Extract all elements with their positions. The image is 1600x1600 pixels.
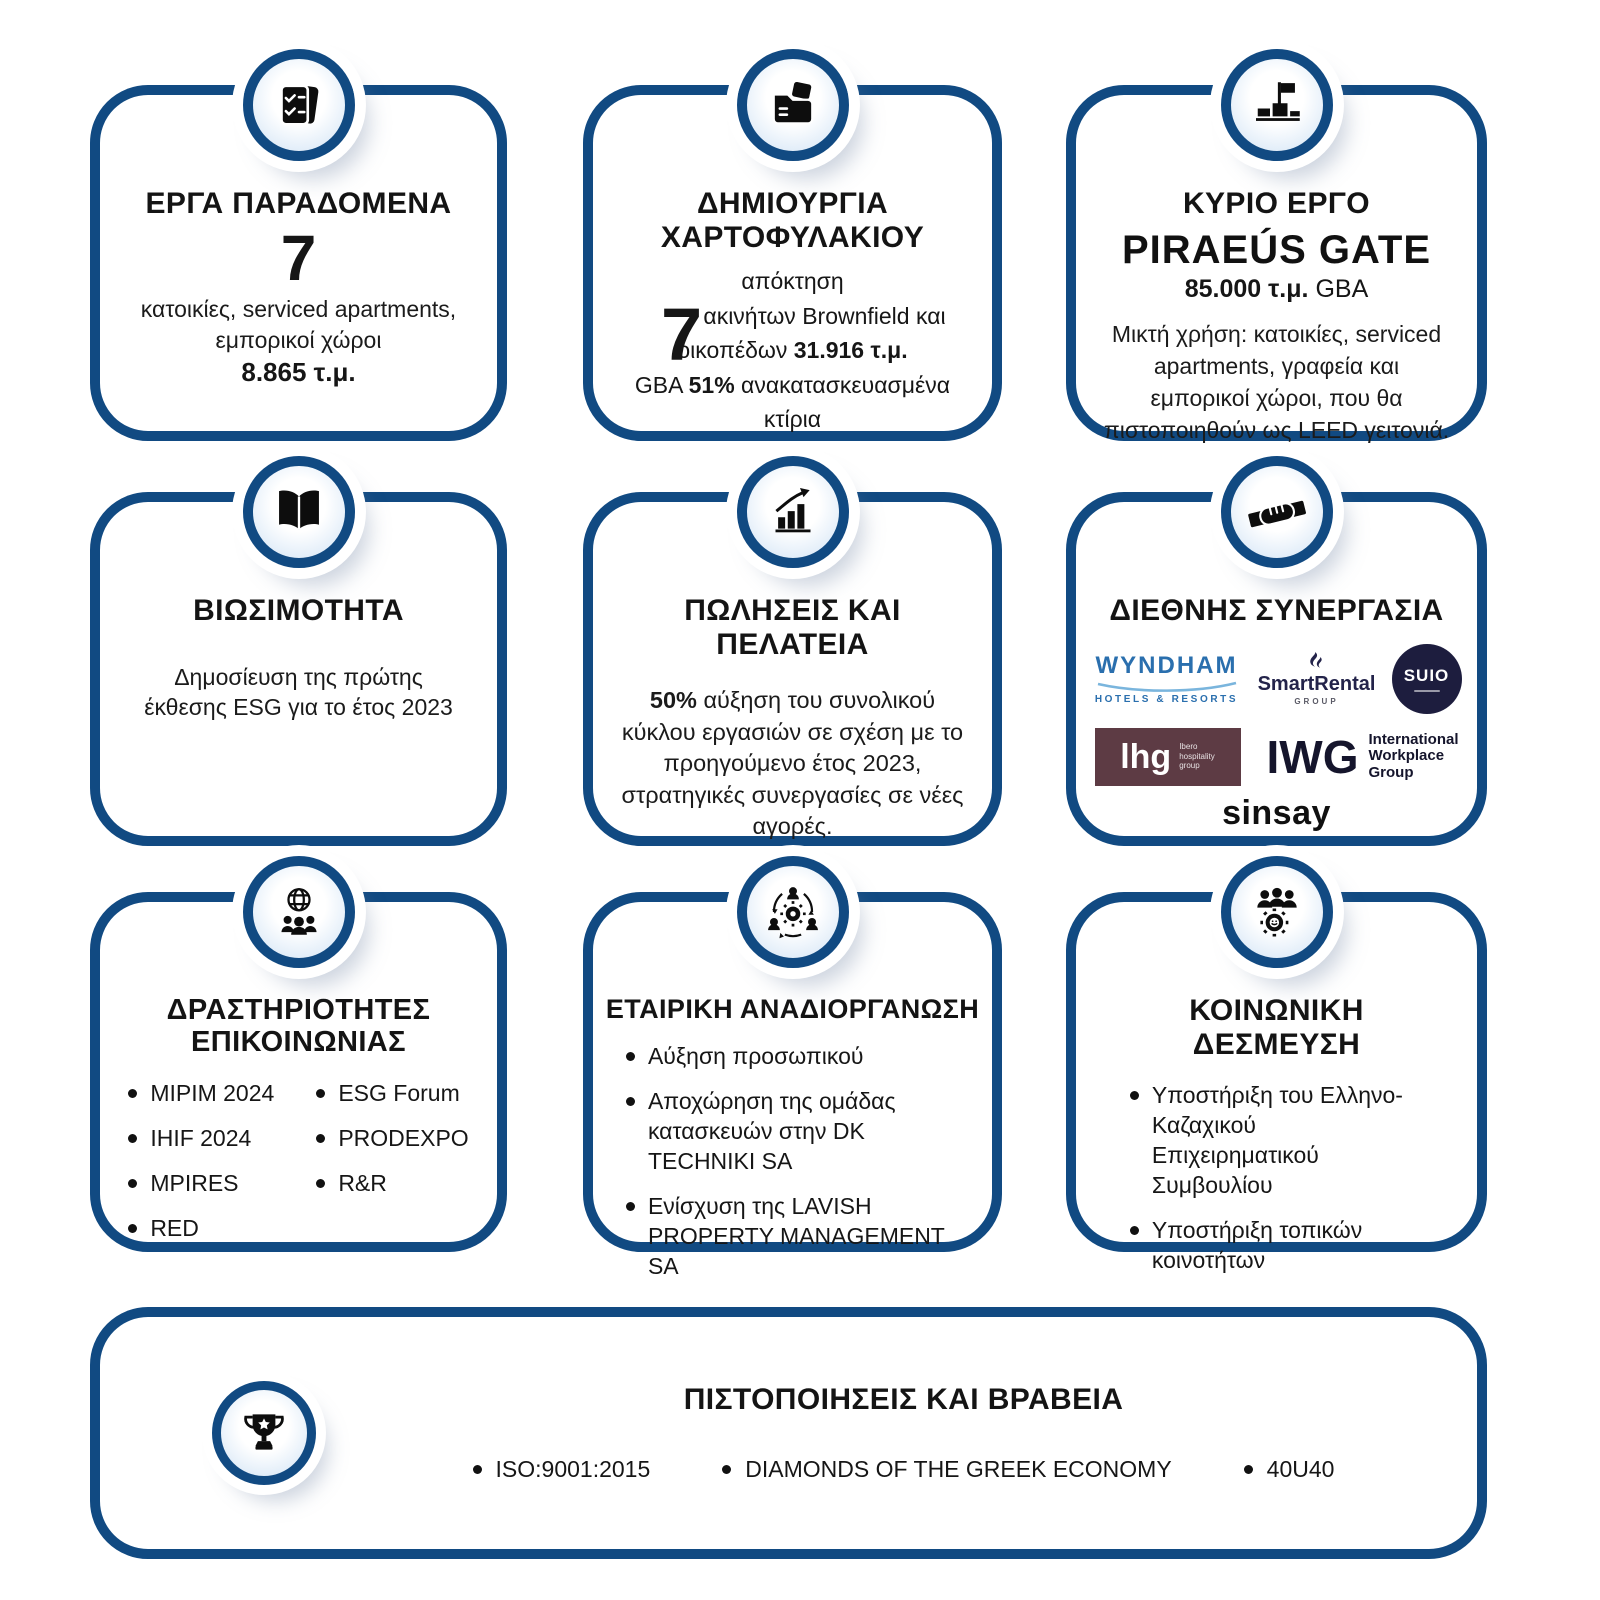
bullet-item: Αποχώρηση της ομάδας κατασκευών στην DK TECHNIKI SA: [626, 1087, 959, 1177]
smartrental-logo: SmartRental GROUP: [1258, 651, 1376, 706]
text-line: ΧΑΡΤΟΦΥΛΑΚΙΟΥ: [660, 220, 925, 254]
text-line: έκθεσης ESG για το έτος 2023: [144, 694, 453, 721]
delivered-area: 8.865 τ.μ.: [241, 357, 356, 388]
bullet-dot: [316, 1089, 325, 1098]
card-main-project: [1066, 85, 1487, 444]
bullet-dot: [626, 1097, 635, 1106]
card-title: ΚΥΡΙΟ ΕΡΓΟ: [1182, 187, 1371, 220]
badge-circle: [212, 1381, 316, 1485]
text-line: ΔΡΑΣΤΗΡΙΟΤΗΤΕΣ: [166, 994, 431, 1026]
handshake-icon: [1247, 486, 1307, 538]
card-international-partnership: [1066, 492, 1487, 846]
card-social-commitment: [1066, 892, 1487, 1273]
badge-circle: [1221, 856, 1333, 968]
checklist-icon: [271, 77, 327, 133]
globe-people-icon: [271, 884, 327, 940]
social-bullets: [1130, 1081, 1423, 1290]
bullet-dot: [316, 1134, 325, 1143]
certification-item: ISO:9001:2015: [473, 1456, 651, 1483]
card-title: ΕΡΓΑ ΠΑΡΑΔΟΜΕΝΑ: [145, 187, 452, 220]
card-title: ΔΙΕΘΝΗΣ ΣΥΝΕΡΓΑΣΙΑ: [1109, 594, 1444, 627]
bullet-column-right: [316, 1079, 468, 1259]
reorganization-bullets: [626, 1042, 959, 1296]
partner-logos-row2: [1095, 728, 1459, 786]
card-title: ΒΙΩΣΙΜΟΤΗΤΑ: [193, 594, 404, 627]
delivered-count: 7: [280, 221, 317, 294]
text-line: Δημοσίευση της πρώτης: [174, 663, 423, 690]
bullet-dot: [128, 1134, 137, 1143]
certification-item: 40U40: [1244, 1456, 1335, 1483]
lhg-logo: lhg Ibero hospitality group: [1095, 728, 1241, 786]
bullet-dot: [626, 1202, 635, 1211]
smartrental-flame-icon: [1307, 651, 1327, 673]
text-line: ακινήτων Brownfield και: [703, 302, 946, 329]
bullet-dot: [722, 1465, 731, 1474]
delivered-description: [141, 294, 456, 356]
project-name: PIRAEÚS GATE: [1121, 227, 1432, 272]
card-certifications-awards: [90, 1307, 1487, 1559]
card-title: [661, 187, 924, 254]
card-sustainability: [90, 492, 507, 846]
bullet-item: Ενίσχυση της LAVISH PROPERTY MANAGEMENT SA: [626, 1192, 959, 1282]
certifications-content: [374, 1383, 1433, 1484]
bullet-item: MIPIM 2024: [128, 1079, 274, 1109]
card-corporate-reorganization: [583, 892, 1002, 1279]
milestone-flag-icon: [1249, 77, 1305, 133]
bullet-dot: [128, 1224, 137, 1233]
card-title: ΕΤΑΙΡΙΚΗ ΑΝΑΔΙΟΡΓΑΝΩΣΗ: [605, 994, 980, 1024]
bullet-dot: [1130, 1091, 1139, 1100]
wyndham-swoosh: [1096, 680, 1238, 692]
project-area: 85.000 τ.μ. GBA: [1184, 274, 1369, 303]
badge-circle: [1221, 456, 1333, 568]
card-title: ΠΩΛΗΣΕΙΣ ΚΑΙ ΠΕΛΑΤΕΙΑ: [684, 594, 901, 661]
text-line: εμπορικοί χώροι: [215, 326, 382, 353]
people-cycle-icon: [764, 883, 822, 941]
acquired-count: 7: [661, 293, 703, 377]
badge-circle: [243, 49, 355, 161]
bullet-item: Αύξηση προσωπικού: [626, 1042, 959, 1072]
text-line: ΔΗΜΙΟΥΡΓΙΑ: [696, 187, 889, 220]
card-title: ΚΟΙΝΩΝΙΚΗ ΔΕΣΜΕΥΣΗ: [1189, 994, 1364, 1061]
suio-tagline: [1414, 690, 1440, 692]
iwg-logo: IWG International Workplace Group: [1266, 730, 1459, 783]
bullet-dot: [316, 1179, 325, 1188]
bullet-dot: [473, 1465, 482, 1474]
card-sales-clientele: [583, 492, 1002, 846]
card-portfolio-creation: [583, 85, 1002, 441]
card-title: [167, 994, 431, 1059]
bullet-item: ESG Forum: [316, 1079, 468, 1109]
card-communication-activities: [90, 892, 507, 1252]
badge-circle: [243, 456, 355, 568]
text-line: οικοπέδων 31.916 τ.μ.: [677, 337, 908, 364]
project-description: Μικτή χρήση: κατοικίες, serviced apartments, γραφεία και εμπορικοί χώροι, που θα πιστοποιηθούν ως LEED γειτονιά.: [1103, 320, 1450, 444]
partner-logos: [1088, 644, 1465, 833]
text-line: κτίρια: [763, 406, 822, 433]
bullet-dot: [1244, 1465, 1253, 1474]
trophy-icon: [238, 1407, 290, 1459]
growth-chart-icon: [765, 484, 821, 540]
bullet-item: RED: [128, 1214, 274, 1244]
portfolio-details: [619, 264, 966, 437]
bullet-item: R&R: [316, 1169, 468, 1199]
badge-circle: [1221, 49, 1333, 161]
iwg-subtitle: International Workplace Group: [1368, 730, 1459, 781]
bullet-item: PRODEXPO: [316, 1124, 468, 1154]
sales-description: 50% αύξηση του συνολικού κύκλου εργασιών σε σχέση με το προηγούμενο έτος 2023, στρατηγικές συνεργασίες σε νέες αγορές.: [621, 687, 964, 840]
bullet-item: Υποστήριξη του Ελληνο-Καζαχικού Επιχειρηματικού Συμβουλίου: [1130, 1081, 1423, 1201]
badge-circle: [737, 456, 849, 568]
bullet-column-left: [128, 1079, 274, 1259]
bullet-item: Υποστήριξη τοπικών κοινοτήτων: [1130, 1216, 1423, 1276]
text-line: GBA 51% ανακατασκευασμένα: [634, 371, 951, 398]
certification-items: [473, 1456, 1335, 1483]
open-book-icon: [270, 483, 328, 541]
bullet-dot: [128, 1089, 137, 1098]
card-title: ΠΙΣΤΟΠΟΙΗΣΕΙΣ ΚΑΙ ΒΡΑΒΕΙΑ: [683, 1382, 1124, 1416]
communication-bullets: [128, 1079, 468, 1259]
text-line: κατοικίες, serviced apartments,: [140, 295, 457, 322]
bullet-dot: [128, 1179, 137, 1188]
sinsay-logo: sinsay: [1222, 793, 1331, 832]
certification-item: DIAMONDS OF THE GREEK ECONOMY: [722, 1456, 1171, 1483]
bullet-dot: [626, 1052, 635, 1061]
folder-icon: [765, 77, 821, 133]
badge-circle: [243, 856, 355, 968]
suio-logo: SUIO: [1392, 644, 1462, 714]
bullet-item: IHIF 2024: [128, 1124, 274, 1154]
lhg-subtitle: Ibero hospitality group: [1179, 742, 1215, 771]
text-line: απόκτηση: [741, 268, 844, 295]
card-projects-delivered: [90, 85, 507, 441]
team-gear-icon: [1249, 884, 1305, 940]
badge-circle: [737, 856, 849, 968]
text-line: ΕΠΙΚΟΙΝΩΝΙΑΣ: [191, 1026, 406, 1059]
bullet-dot: [1130, 1226, 1139, 1235]
sustainability-description: [144, 662, 453, 724]
partner-logos-row1: [1092, 644, 1462, 714]
wyndham-logo: WYNDHAM HOTELS & RESORTS: [1094, 652, 1239, 706]
badge-circle: [737, 49, 849, 161]
bullet-item: MPIRES: [128, 1169, 274, 1199]
